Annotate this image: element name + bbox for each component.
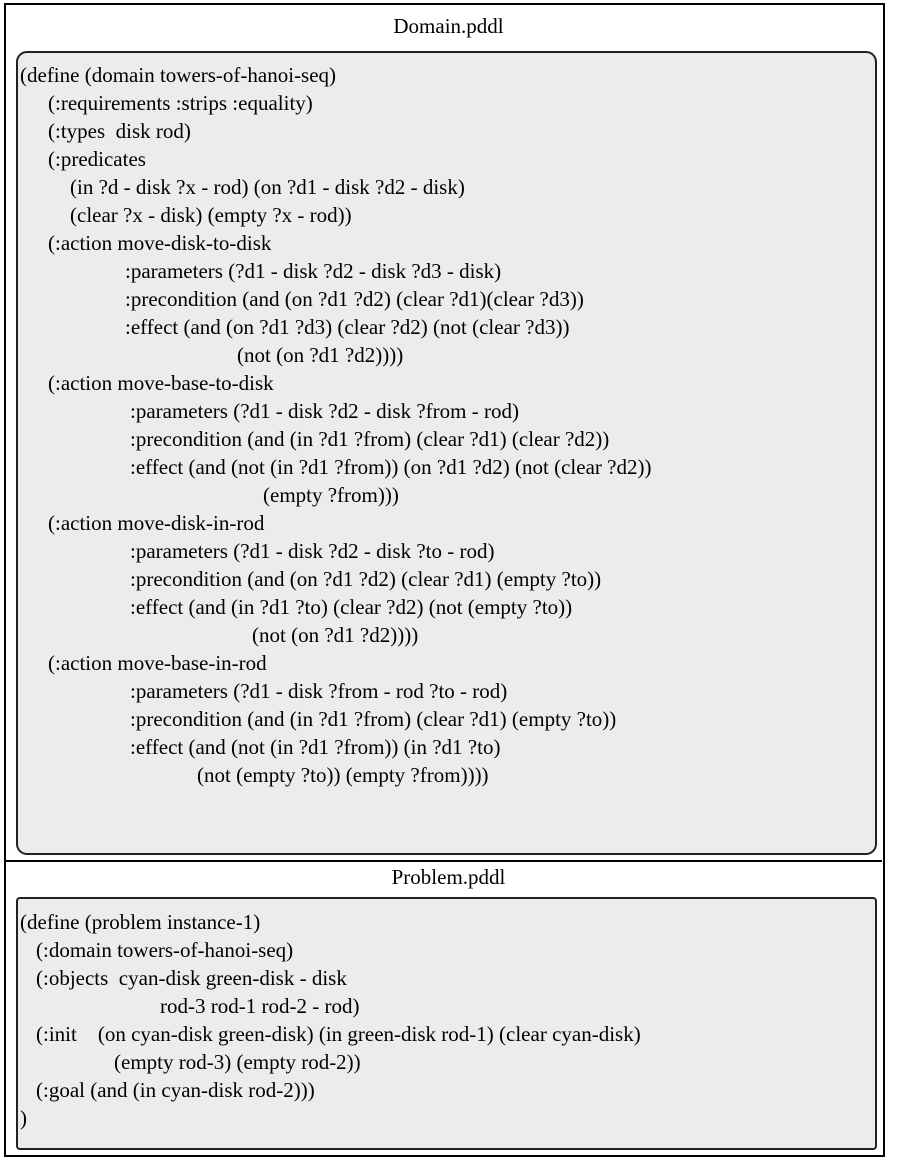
code-line: rod-3 rod-1 rod-2 - rod)	[160, 994, 360, 1018]
code-line: :parameters (?d1 - disk ?d2 - disk ?to - rod)	[130, 539, 495, 563]
code-line: (in ?d - disk ?x - rod) (on ?d1 - disk ?d2 - disk)	[70, 175, 465, 199]
code-line: :parameters (?d1 - disk ?from - rod ?to - rod)	[130, 679, 508, 703]
code-line: (clear ?x - disk) (empty ?x - rod))	[70, 203, 352, 227]
domain-code-block	[16, 51, 877, 855]
problem-code-block	[16, 897, 877, 1150]
code-line: (:domain towers-of-hanoi-seq)	[36, 938, 294, 962]
code-line: (not (on ?d1 ?d2))))	[237, 343, 404, 367]
code-line: (define (problem instance-1)	[20, 910, 261, 934]
code-line: :effect (and (on ?d1 ?d3) (clear ?d2) (not (clear ?d3))	[125, 315, 570, 339]
code-line: (:requirements :strips :equality)	[48, 91, 313, 115]
code-line: (:predicates	[48, 147, 146, 171]
code-line: (:action move-disk-in-rod	[48, 511, 265, 535]
code-line: :effect (and (in ?d1 ?to) (clear ?d2) (not (empty ?to))	[130, 595, 573, 619]
code-line: (:action move-base-to-disk	[48, 371, 274, 395]
code-line: :precondition (and (in ?d1 ?from) (clear ?d1) (clear ?d2))	[130, 427, 610, 451]
code-line: :parameters (?d1 - disk ?d2 - disk ?from - rod)	[130, 399, 519, 423]
code-line: :parameters (?d1 - disk ?d2 - disk ?d3 - disk)	[125, 259, 502, 283]
code-line: (not (empty ?to)) (empty ?from))))	[197, 763, 489, 787]
code-line: (:goal (and (in cyan-disk rod-2)))	[36, 1078, 315, 1102]
code-line: (:types disk rod)	[48, 119, 191, 143]
code-line: )	[20, 1106, 27, 1130]
code-line: (:action move-disk-to-disk	[48, 231, 272, 255]
code-line: (:action move-base-in-rod	[48, 651, 267, 675]
domain-file-title: Domain.pddl	[393, 14, 504, 38]
code-line: :precondition (and (in ?d1 ?from) (clear ?d1) (empty ?to))	[130, 707, 617, 731]
code-line: :precondition (and (on ?d1 ?d2) (clear ?d1)(clear ?d3))	[125, 287, 584, 311]
code-line: (:objects cyan-disk green-disk - disk	[36, 966, 347, 990]
code-line: (:init (on cyan-disk green-disk) (in green-disk rod-1) (clear cyan-disk)	[36, 1022, 641, 1046]
code-line: (define (domain towers-of-hanoi-seq)	[20, 63, 337, 87]
code-line: (not (on ?d1 ?d2))))	[252, 623, 419, 647]
code-line: :precondition (and (on ?d1 ?d2) (clear ?d1) (empty ?to))	[130, 567, 602, 591]
code-line: :effect (and (not (in ?d1 ?from)) (in ?d1 ?to)	[130, 735, 501, 759]
section-divider	[5, 860, 882, 862]
code-line: :effect (and (not (in ?d1 ?from)) (on ?d1 ?d2) (not (clear ?d2))	[130, 455, 652, 479]
code-line: (empty rod-3) (empty rod-2))	[114, 1050, 361, 1074]
code-line: (empty ?from)))	[263, 483, 399, 507]
problem-file-title: Problem.pddl	[391, 865, 506, 889]
